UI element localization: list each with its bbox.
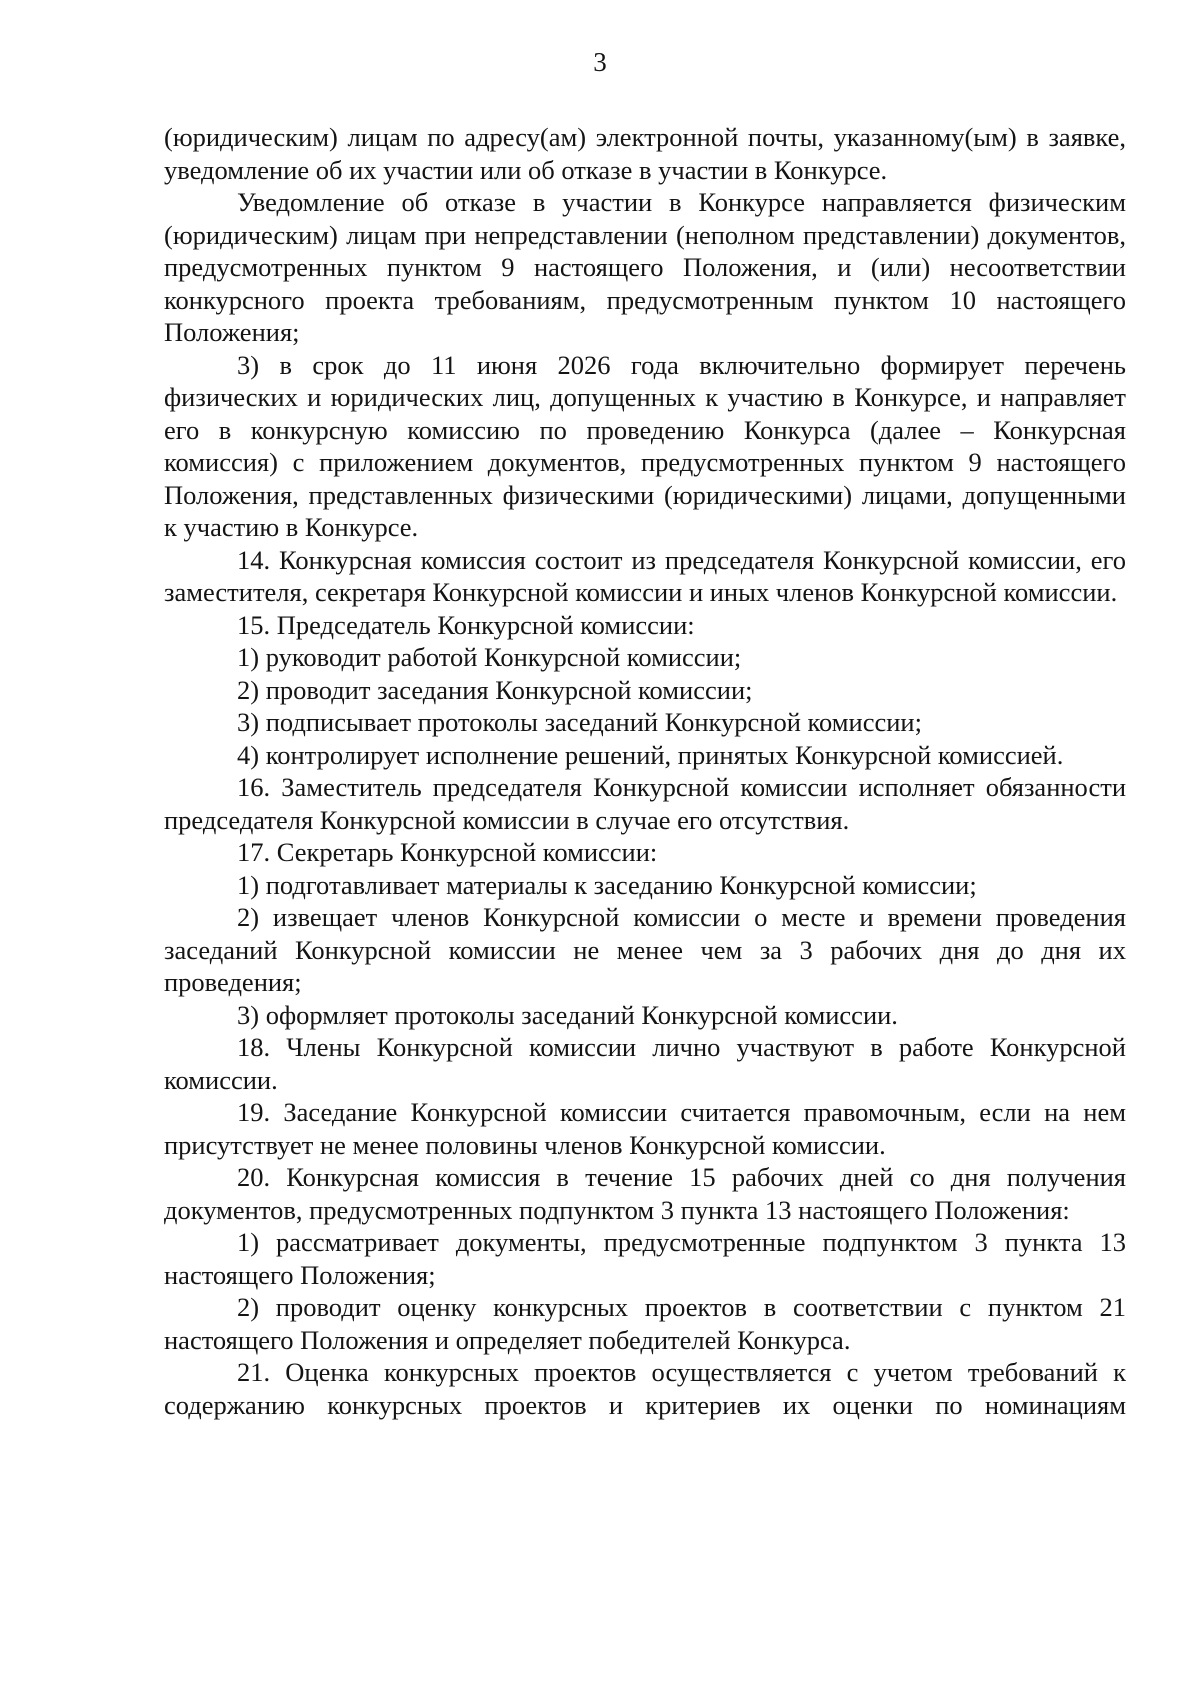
paragraph-18: 18. Члены Конкурсной комиссии лично участвуют в работе Конкурсной комиссии. — [164, 1032, 1126, 1095]
paragraph-17-3: 3) оформляет протоколы заседаний Конкурсной комиссии. — [237, 999, 898, 1030]
paragraph-17: 17. Секретарь Конкурсной комиссии: — [237, 837, 658, 867]
paragraph-continuation: (юридическим) лицам по адресу(ам) электронной почты, указанному(ым) в заявке, уведомление об их участии или об отказе в участии в Конкурсе. — [164, 122, 1126, 185]
paragraph-refusal-notice: Уведомление об отказе в участии в Конкурсе направляется физическим (юридическим) лицам при непредставлении (неполном представлении) документов, предусмотренных пунктом 9 настоящего Положения, и (или) несоответствии конкурсного проекта требованиям, предусмотренным пунктом 10 настоящего Положения; — [164, 187, 1126, 347]
document-body — [164, 121, 1126, 1421]
paragraph-15-4: 4) контролирует исполнение решений, принятых Конкурсной комиссией. — [237, 739, 1064, 770]
paragraph-17-1: 1) подготавливает материалы к заседанию Конкурсной комиссии; — [237, 869, 977, 900]
paragraph-15-3: 3) подписывает протоколы заседаний Конкурсной комиссии; — [237, 707, 922, 737]
paragraph-20-2: 2) проводит оценку конкурсных проектов в соответствии с пунктом 21 настоящего Положения и определяет победителей Конкурса. — [164, 1292, 1126, 1355]
paragraph-17-2: 2) извещает членов Конкурсной комиссии о месте и времени проведения заседаний Конкурсной комиссии не менее чем за 3 рабочих дня до дня их проведения; — [164, 902, 1126, 997]
paragraph-14: 14. Конкурсная комиссия состоит из председателя Конкурсной комиссии, его заместителя, секретаря Конкурсной комиссии и иных членов Конкурсной комиссии. — [164, 544, 1126, 607]
paragraph-19: 19. Заседание Конкурсной комиссии считается правомочным, если на нем присутствует не менее половины членов Конкурсной комиссии. — [164, 1097, 1126, 1160]
paragraph-15: 15. Председатель Конкурсной комиссии: — [237, 609, 695, 640]
paragraph-15-2: 2) проводит заседания Конкурсной комиссии; — [237, 674, 753, 705]
paragraph-15-1: 1) руководит работой Конкурсной комиссии; — [237, 642, 742, 672]
paragraph-20-1: 1) рассматривает документы, предусмотренные подпунктом 3 пункта 13 настоящего Положения; — [164, 1227, 1126, 1290]
paragraph-20: 20. Конкурсная комиссия в течение 15 рабочих дней со дня получения документов, предусмотренных подпунктом 3 пункта 13 настоящего Положения: — [164, 1162, 1126, 1225]
paragraph-16: 16. Заместитель председателя Конкурсной комиссии исполняет обязанности председателя Конкурсной комиссии в случае его отсутствия. — [164, 772, 1126, 835]
paragraph-13-3: 3) в срок до 11 июня 2026 года включительно формирует перечень физических и юридических лиц, допущенных к участию в Конкурсе, и направляет его в конкурсную комиссию по проведению Конкурса (далее – Конкурсная комиссия) с приложением документов, предусмотренных пунктом 9 настоящего Положения, представленных физическими (юридическими) лицами, допущенными к участию в Конкурсе. — [164, 349, 1126, 542]
paragraph-21: 21. Оценка конкурсных проектов осуществляется с учетом требований к содержанию конкурсных проектов и критериев их оценки по номинациям — [164, 1357, 1126, 1420]
page-number: 3 — [593, 47, 607, 77]
